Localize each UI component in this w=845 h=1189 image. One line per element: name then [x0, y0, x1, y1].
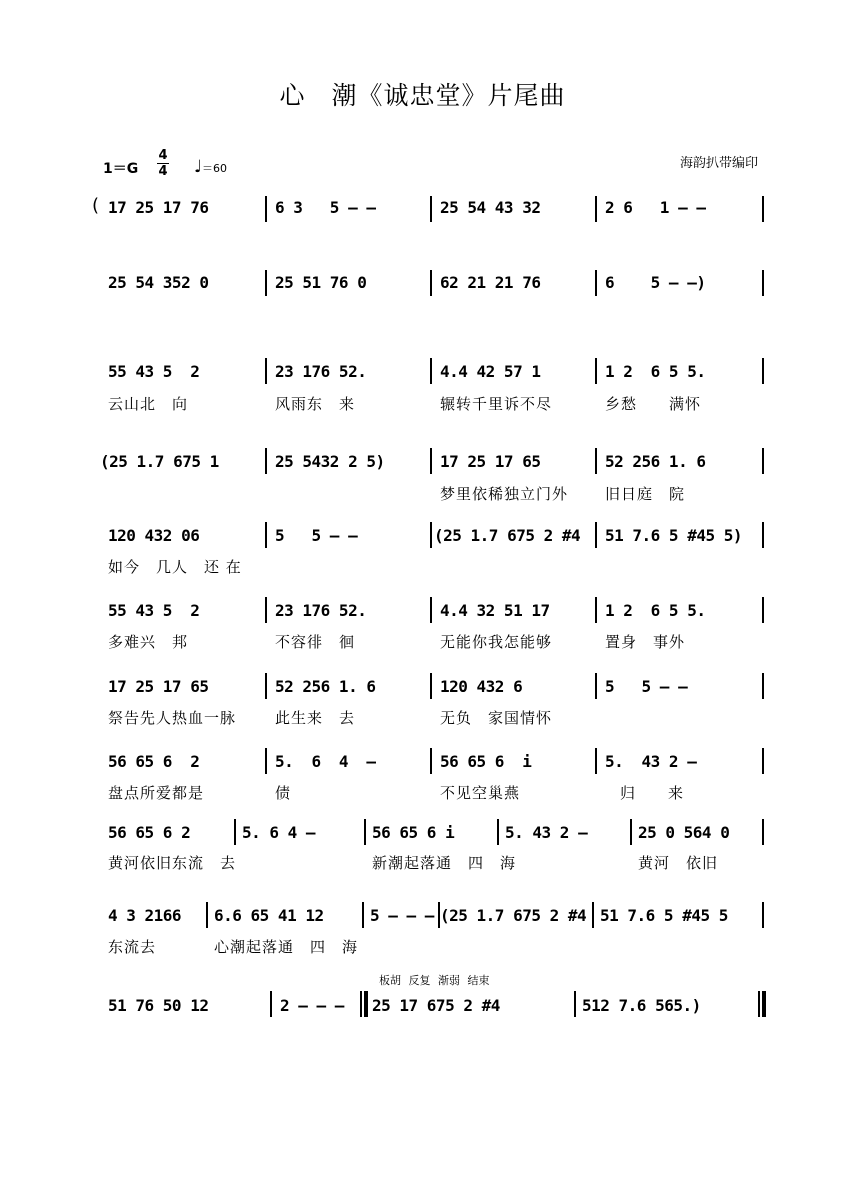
time-bottom: 4	[158, 164, 168, 179]
measure: 56 65 6 i	[372, 823, 455, 842]
measure: 62 21 21 76	[440, 273, 541, 292]
measure: 4 3 2166	[108, 906, 182, 925]
lyric-line: 云山北 向	[108, 395, 189, 413]
measure: 120 432 6	[440, 677, 523, 696]
measure: 25 51 76 0	[275, 273, 367, 292]
measure: 51 76 50 12	[108, 996, 209, 1015]
tempo-marking	[194, 157, 227, 177]
measure: 2 – – –	[280, 996, 344, 1015]
lyric-line: 辗转千里诉不尽	[440, 395, 553, 413]
time-top: 4	[158, 148, 168, 163]
measure: 5. 6 4 –	[275, 752, 376, 771]
lyric-line: 无能你我怎能够	[440, 633, 553, 651]
measure: 5 5 – –	[275, 526, 358, 545]
lyric-line: 乡愁 满怀	[605, 395, 702, 413]
lyric-line: 不见空巢燕	[440, 784, 521, 802]
measure: 5. 43 2 –	[505, 823, 588, 842]
time-signature	[156, 148, 170, 179]
measure: 56 65 6 i	[440, 752, 532, 771]
measure: 2 6 1 – –	[605, 198, 706, 217]
lyric-line: 盘点所爱都是	[108, 784, 205, 802]
performance-instructions: 板胡 反复 渐弱 结束	[379, 974, 490, 987]
tempo-value: ＝60	[202, 162, 228, 175]
measure: 51 7.6 5 #45 5	[600, 906, 728, 925]
lyric-line: 心潮起落通 四 海	[214, 938, 359, 956]
measure: 23 176 52.	[275, 601, 367, 620]
key-signature: 1＝G	[103, 161, 139, 177]
measure: 55 43 5 2	[108, 601, 200, 620]
lyric-line: 黄河 依旧	[638, 854, 719, 872]
measure: 4.4 32 51 17	[440, 601, 550, 620]
measure: 5. 6 4 –	[242, 823, 316, 842]
measure: 52 256 1. 6	[605, 452, 706, 471]
lyric-line: 债	[275, 784, 292, 802]
measure: 5. 43 2 –	[605, 752, 697, 771]
lyric-line: 黄河依旧东流 去	[108, 854, 237, 872]
measure: 6.6 65 41 12	[214, 906, 324, 925]
lyric-line: 无负 家国情怀	[440, 709, 553, 727]
lyric-line: 旧日庭 院	[605, 485, 686, 503]
quarter-note-icon: ♩	[194, 157, 203, 177]
measure: 17 25 17 65	[108, 677, 209, 696]
lyric-line: 置身 事外	[605, 633, 686, 651]
measure: 6 3 5 – –	[275, 198, 376, 217]
measure: 56 65 6 2	[108, 823, 191, 842]
measure: 4.4 42 57 1	[440, 362, 541, 381]
measure: 6 5 – –)	[605, 273, 706, 292]
measure: 17 25 17 65	[440, 452, 541, 471]
page-title: 心 潮《诚忠堂》片尾曲	[279, 81, 566, 110]
measure: 52 256 1. 6	[275, 677, 376, 696]
measure: 55 43 5 2	[108, 362, 200, 381]
repeat-section: 25 17 675 2 #4	[372, 996, 500, 1015]
measure: 120 432 06	[108, 526, 200, 545]
lyric-line: 多难兴 邦	[108, 633, 189, 651]
measure: 23 176 52.	[275, 362, 367, 381]
measure: 1 2 6 5 5.	[605, 362, 706, 381]
measure: 25 0 564 0	[638, 823, 730, 842]
lyric-line: 此生来 去	[275, 709, 356, 727]
arranger-credit: 海韵扒带编印	[680, 156, 759, 171]
lyric-line: 如今 几人 还 在	[108, 558, 242, 576]
lyric-line: 风雨东 来	[275, 395, 356, 413]
measure: 17 25 17 76	[108, 198, 209, 217]
measure: 5 5 – –	[605, 677, 688, 696]
measure: (25 1.7 675 2 #4	[440, 906, 587, 925]
measure: 1 2 6 5 5.	[605, 601, 706, 620]
measure: 25 5432 2 5)	[275, 452, 385, 471]
measure: 25 54 352 0	[108, 273, 209, 292]
lyric-line: 新潮起落通 四 海	[372, 854, 517, 872]
measure: (25 1.7 675 2 #4	[434, 526, 581, 545]
measure: 5 – – –	[370, 906, 434, 925]
lyric-line: 祭告先人热血一脉	[108, 709, 237, 727]
lyric-line: 梦里依稀独立门外	[440, 485, 569, 503]
measure: 25 54 43 32	[440, 198, 541, 217]
lyric-line: 归 来	[620, 784, 685, 802]
lyric-line: 不容徘 徊	[275, 633, 356, 651]
measure: 51 7.6 5 #45 5)	[605, 526, 742, 545]
measure: (25 1.7 675 1	[100, 452, 219, 471]
measure: 56 65 6 2	[108, 752, 200, 771]
lyric-line: 东流去	[108, 938, 157, 956]
repeat-section: 512 7.6 565.)	[582, 996, 701, 1015]
